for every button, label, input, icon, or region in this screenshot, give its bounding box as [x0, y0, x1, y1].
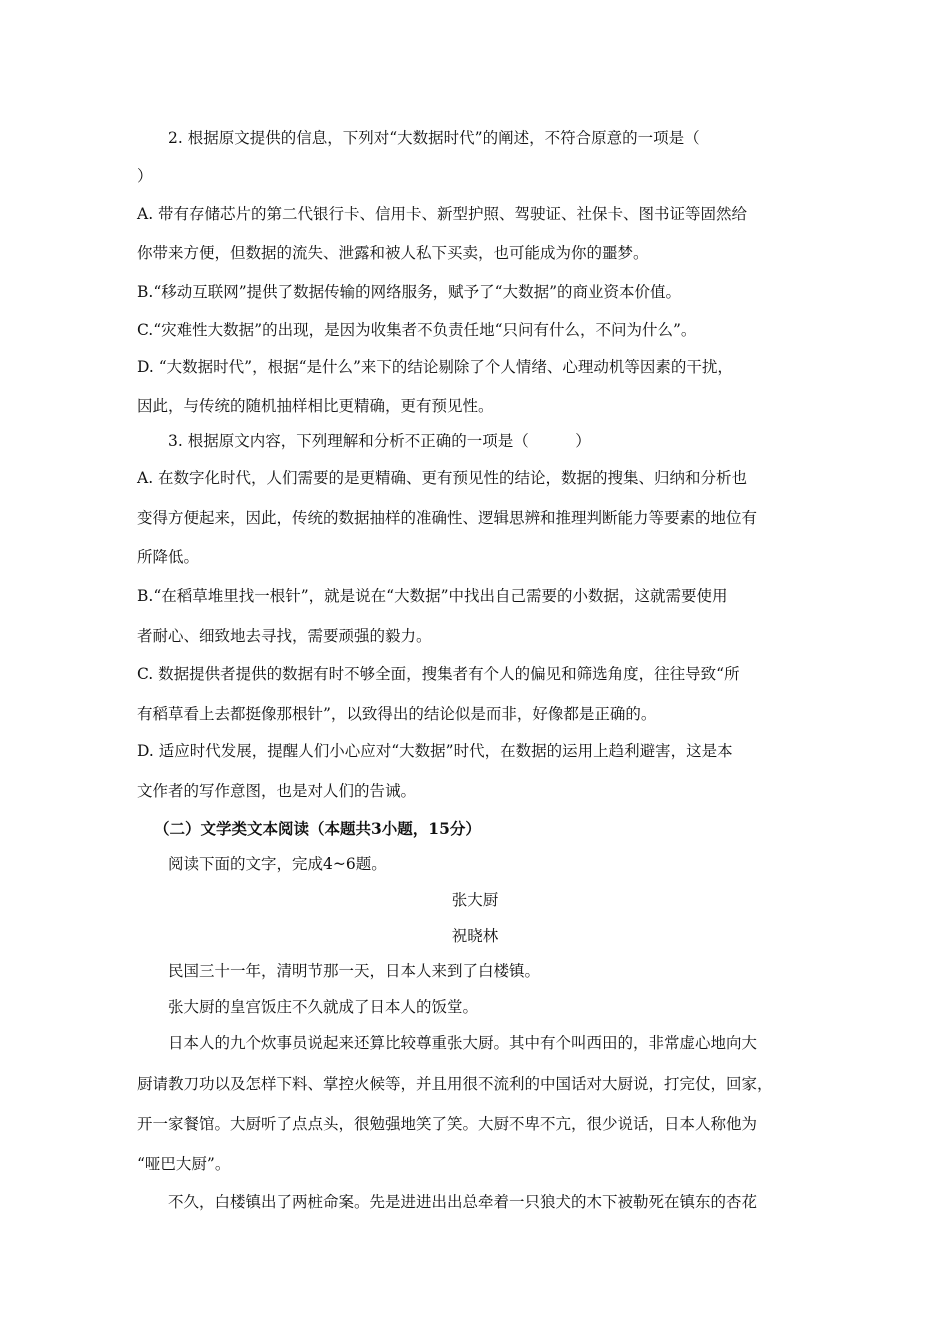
story-paragraph-3-line-2: 厨请教刀功以及怎样下料、掌控火候等，并且用很不流利的中国话对大厨说，打完仗，回家， [137, 1075, 773, 1093]
question-3-option-c-line-2: 有稻草看上去都挺像那根针”，以致得出的结论似是而非，好像都是正确的。 [137, 705, 657, 723]
question-3-option-d-line-1: D. 适应时代发展，提醒人们小心应对“大数据”时代，在数据的运用上趋利避害，这是本 [137, 742, 733, 760]
question-3-option-c-line-1: C. 数据提供者提供的数据有时不够全面，搜集者有个人的偏见和筛选角度，往往导致“所 [137, 665, 740, 683]
question-3-stem: 3. 根据原文内容，下列理解和分析不正确的一项是（ ） [168, 432, 591, 450]
question-2-stem: 2. 根据原文提供的信息，下列对“大数据时代”的阐述，不符合原意的一项是（ [168, 129, 700, 147]
story-paragraph-3-line-1: 日本人的九个炊事员说起来还算比较尊重张大厨。其中有个叫西田的，非常虚心地向大 [168, 1034, 758, 1052]
story-paragraph-3-line-4: “哑巴大厨”。 [137, 1155, 231, 1173]
question-2-option-b: B.“移动互联网”提供了数据传输的网络服务，赋予了“大数据”的商业资本价值。 [137, 283, 682, 301]
question-3-option-d-line-2: 文作者的写作意图，也是对人们的告诫。 [137, 782, 417, 800]
story-paragraph-3-line-3: 开一家餐馆。大厨听了点点头，很勉强地笑了笑。大厨不卑不亢，很少说话，日本人称他为 [137, 1115, 758, 1133]
story-author: 祝晓林 [451, 927, 499, 945]
question-2-option-d-line-2: 因此，与传统的随机抽样相比更精确，更有预见性。 [137, 397, 494, 415]
story-paragraph-4-line-1: 不久，白楼镇出了两桩命案。先是进进出出总牵着一只狼犬的木下被勒死在镇东的杏花 [168, 1193, 758, 1211]
reading-instruction: 阅读下面的文字，完成4~6题。 [168, 855, 387, 873]
question-3-option-a-line-3: 所降低。 [137, 548, 200, 566]
story-title: 张大厨 [451, 891, 499, 909]
story-paragraph-1: 民国三十一年，清明节那一天，日本人来到了白楼镇。 [168, 962, 541, 980]
question-2-option-c: C.“灾难性大数据”的出现，是因为收集者不负责任地“只问有什么，不问为什么”。 [137, 321, 697, 339]
question-2-option-d-line-1: D. “大数据时代”，根据“是什么”来下的结论剔除了个人情绪、心理动机等因素的干扰， [137, 358, 733, 376]
question-2-option-a-line-2: 你带来方便，但数据的流失、泄露和被人私下买卖，也可能成为你的噩梦。 [137, 244, 649, 262]
section-heading: （二）文学类文本阅读（本题共3小题，15分） [154, 819, 481, 838]
question-3-option-b-line-1: B.“在稻草堆里找一根针”，就是说在“大数据”中找出自己需要的小数据，这就需要使用 [137, 587, 728, 605]
question-2-option-a-line-1: A. 带有存储芯片的第二代银行卡、信用卡、新型护照、驾驶证、社保卡、图书证等固然给 [137, 205, 748, 223]
story-paragraph-2: 张大厨的皇宫饭庄不久就成了日本人的饭堂。 [168, 998, 479, 1016]
question-3-option-b-line-2: 者耐心、细致地去寻找，需要顽强的毅力。 [137, 627, 432, 645]
question-3-option-a-line-2: 变得方便起来，因此，传统的数据抽样的准确性、逻辑思辨和推理判断能力等要素的地位有 [137, 509, 758, 527]
question-2-stem-end: ） [137, 167, 153, 185]
question-3-option-a-line-1: A. 在数字化时代，人们需要的是更精确、更有预见性的结论，数据的搜集、归纳和分析也 [137, 469, 748, 487]
